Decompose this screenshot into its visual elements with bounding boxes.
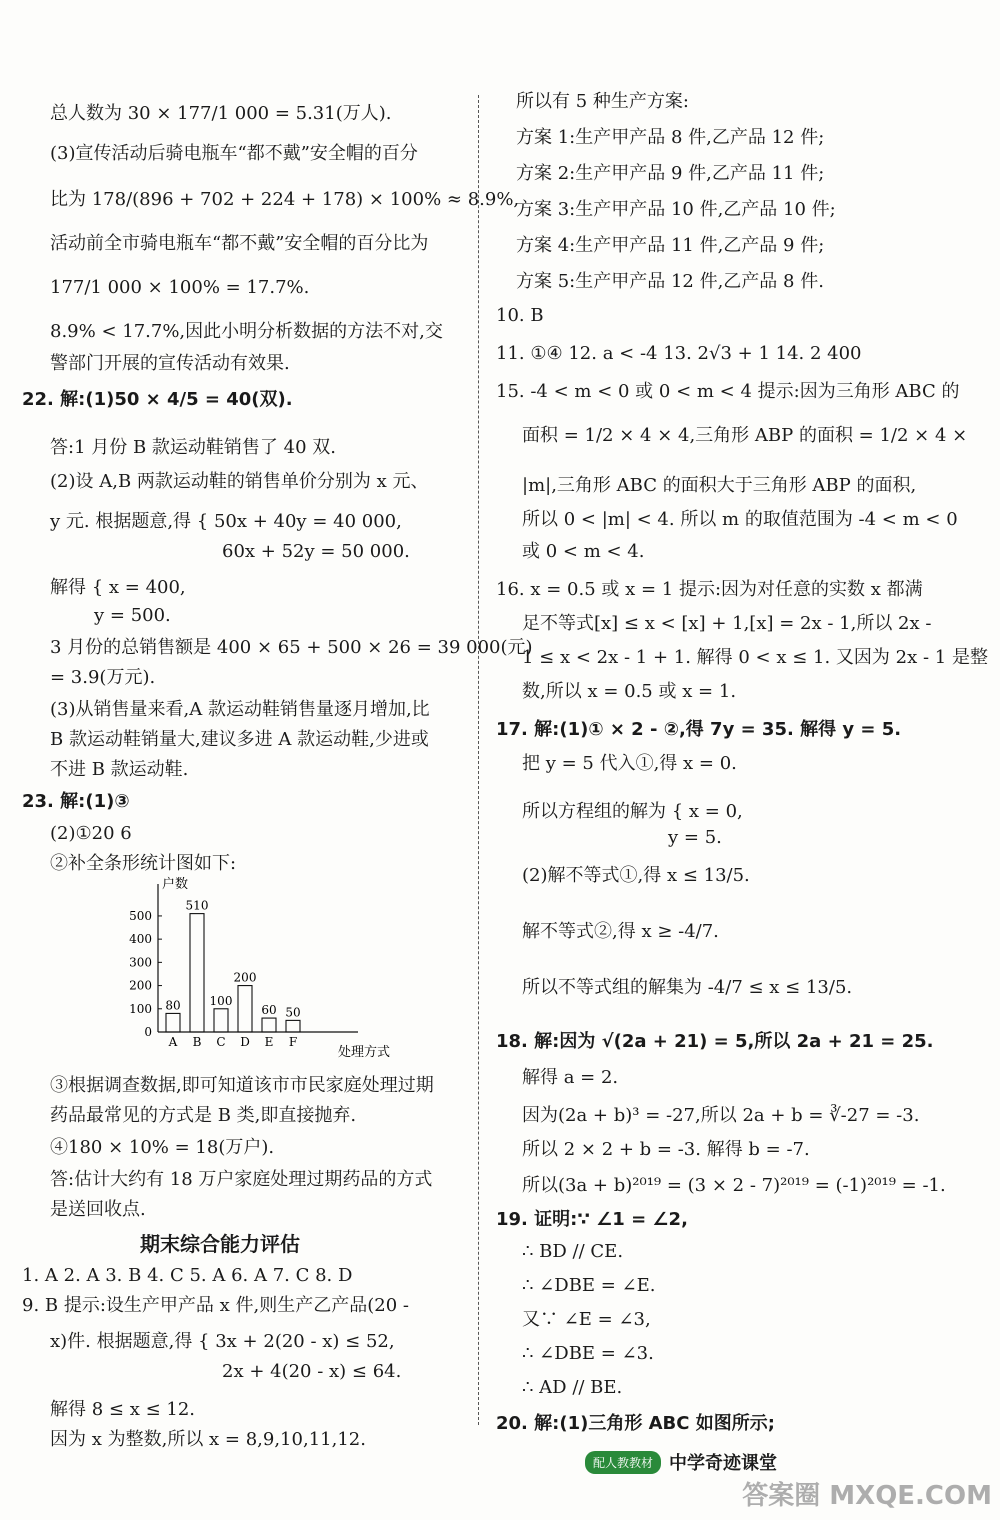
text-line: 所以(3a + b)²⁰¹⁹ = (3 × 2 - 7)²⁰¹⁹ = (-1)²⁰¹⁹ = -1. (522, 1175, 946, 1196)
column-divider (478, 95, 479, 1425)
x-tick-label: F (288, 1035, 298, 1049)
footer-badge: 配人教教材 (585, 1451, 661, 1474)
watermark: 答案圈 MXQE.COM (742, 1481, 992, 1511)
text-line: 177/1 000 × 100% = 17.7%. (50, 277, 310, 298)
text-line: 16. x = 0.5 或 x = 1 提示:因为对任意的实数 x 都满 (496, 579, 923, 600)
text-line: (2)①20 6 (50, 823, 132, 844)
data-label: 60 (261, 1003, 277, 1018)
text-line: 面积 = 1/2 × 4 × 4,三角形 ABP 的面积 = 1/2 × 4 × (522, 425, 968, 446)
text-line: 答:1 月份 B 款运动鞋销售了 40 双. (50, 437, 336, 458)
text-line: = 3.9(万元). (50, 667, 156, 688)
bar (262, 1018, 276, 1032)
text-line: 总人数为 30 × 177/1 000 = 5.31(万人). (50, 103, 392, 124)
text-line: (3)宣传活动后骑电瓶车“都不戴”安全帽的百分 (50, 143, 418, 164)
y-tick-label: 500 (129, 908, 152, 923)
y-tick-label: 300 (129, 955, 152, 970)
bar (238, 986, 252, 1032)
text-line: 或 0 < m < 4. (522, 541, 645, 562)
text-line: (2)设 A,B 两款运动鞋的销售单价分别为 x 元、 (50, 471, 429, 492)
text-line: y = 5. (668, 827, 722, 848)
footer-brand: 中学奇迹课堂 (669, 1453, 778, 1474)
text-line: ④180 × 10% = 18(万户). (50, 1137, 275, 1158)
data-label: 80 (165, 998, 181, 1013)
x-tick-label: B (192, 1035, 202, 1049)
x-tick-label: C (216, 1035, 226, 1049)
text-line: 是送回收点. (50, 1199, 146, 1220)
text-line: ∴ BD // CE. (522, 1241, 624, 1262)
text-line: 1. A 2. A 3. B 4. C 5. A 6. A 7. C 8. D (22, 1265, 353, 1286)
x-tick-label: A (168, 1035, 178, 1049)
text-line: 8.9% < 17.7%,因此小明分析数据的方法不对,交 (50, 321, 443, 342)
text-line: 所以方程组的解为 { x = 0, (522, 801, 743, 822)
text-line: y 元. 根据题意,得 { 50x + 40y = 40 000, (50, 511, 402, 532)
data-label: 50 (285, 1005, 301, 1020)
y-tick-label: 100 (129, 1001, 152, 1016)
text-line: 所以有 5 种生产方案: (516, 91, 689, 112)
text-line: ③根据调查数据,即可知道该市市民家庭处理过期 (50, 1075, 434, 1096)
text-line: 方案 1:生产甲产品 8 件,乙产品 12 件; (516, 127, 825, 148)
text-line: (3)从销售量来看,A 款运动鞋销售量逐月增加,比 (50, 699, 430, 720)
x-tick-label: D (240, 1035, 250, 1049)
section-heading: 期末综合能力评估 (140, 1232, 300, 1256)
text-line: 解不等式②,得 x ≥ -4/7. (522, 921, 719, 942)
text-line: x)件. 根据题意,得 { 3x + 2(20 - x) ≤ 52, (50, 1331, 395, 1352)
text-line: 解得 8 ≤ x ≤ 12. (50, 1399, 196, 1420)
text-line: 答:估计大约有 18 万户家庭处理过期药品的方式 (50, 1169, 433, 1190)
data-label: 100 (209, 993, 233, 1008)
y-tick-label: 200 (129, 978, 152, 993)
text-line: 把 y = 5 代入①,得 x = 0. (522, 753, 737, 774)
text-line: 又∵ ∠E = ∠3, (522, 1309, 651, 1330)
text-line: 22. 解:(1)50 × 4/5 = 40(双). (22, 389, 293, 410)
text-line: 3 月份的总销售额是 400 × 65 + 500 × 26 = 39 000(元) (50, 637, 533, 658)
text-line: 足不等式[x] ≤ x < [x] + 1,[x] = 2x - 1,所以 2x - (522, 613, 932, 634)
text-line: 解得 a = 2. (522, 1067, 619, 1088)
text-line: y = 500. (94, 605, 171, 626)
text-line: 方案 3:生产甲产品 10 件,乙产品 10 件; (516, 199, 836, 220)
text-line: 药品最常见的方式是 B 类,即直接抛弃. (50, 1105, 357, 1126)
x-axis-label: 处理方式 (338, 1045, 391, 1060)
bar (190, 914, 204, 1032)
data-label: 200 (233, 970, 257, 985)
data-label: 510 (185, 898, 209, 913)
y-axis-label: 户数 (162, 877, 189, 892)
text-line: 9. B 提示:设生产甲产品 x 件,则生产乙产品(20 - (22, 1295, 409, 1316)
text-line: 15. -4 < m < 0 或 0 < m < 4 提示:因为三角形 ABC 的 (496, 381, 960, 402)
text-line: 数,所以 x = 0.5 或 x = 1. (522, 681, 737, 702)
text-line: ∴ ∠DBE = ∠E. (522, 1275, 656, 1296)
text-line: 19. 证明:∵ ∠1 = ∠2, (496, 1209, 688, 1230)
text-line: B 款运动鞋销量大,建议多进 A 款运动鞋,少进或 (50, 729, 429, 750)
text-line: 因为 x 为整数,所以 x = 8,9,10,11,12. (50, 1429, 366, 1450)
text-line: 所以不等式组的解集为 -4/7 ≤ x ≤ 13/5. (522, 977, 853, 998)
text-line: 方案 2:生产甲产品 9 件,乙产品 11 件; (516, 163, 825, 184)
text-line: 所以 2 × 2 + b = -3. 解得 b = -7. (522, 1139, 810, 1160)
text-line: 1 ≤ x < 2x - 1 + 1. 解得 0 < x ≤ 1. 又因为 2x - 1 是整 (522, 647, 988, 668)
y-tick-label: 0 (144, 1025, 152, 1039)
text-line: 20. 解:(1)三角形 ABC 如图所示; (496, 1413, 775, 1434)
text-line: 2x + 4(20 - x) ≤ 64. (222, 1361, 402, 1382)
text-line: 60x + 52y = 50 000. (222, 541, 410, 562)
text-line: 方案 5:生产甲产品 12 件,乙产品 8 件. (516, 271, 824, 292)
text-line: |m|,三角形 ABC 的面积大于三角形 ABP 的面积, (522, 475, 917, 496)
text-line: (2)解不等式①,得 x ≤ 13/5. (522, 865, 750, 886)
text-line: ∴ ∠DBE = ∠3. (522, 1343, 654, 1364)
bar (286, 1020, 300, 1032)
text-line: 11. ①④ 12. a < -4 13. 2√3 + 1 14. 2 400 (496, 343, 862, 364)
text-line: 比为 178/(896 + 702 + 224 + 178) × 100% ≈ 8.9%, (50, 189, 520, 210)
text-line: 方案 4:生产甲产品 11 件,乙产品 9 件; (516, 235, 825, 256)
bar-chart (110, 872, 391, 1062)
text-line: 不进 B 款运动鞋. (50, 759, 189, 780)
text-line: 解得 { x = 400, (50, 577, 186, 598)
text-line: 23. 解:(1)③ (22, 791, 130, 812)
footer (585, 1448, 777, 1476)
text-line: ∴ AD // BE. (522, 1377, 623, 1398)
text-line: 所以 0 < |m| < 4. 所以 m 的取值范围为 -4 < m < 0 (522, 509, 958, 530)
text-line: 17. 解:(1)① × 2 - ②,得 7y = 35. 解得 y = 5. (496, 719, 902, 740)
text-line: 因为(2a + b)³ = -27,所以 2a + b = ∛-27 = -3. (522, 1105, 920, 1126)
text-line: 活动前全市骑电瓶车“都不戴”安全帽的百分比为 (50, 233, 429, 254)
text-line: 警部门开展的宣传活动有效果. (50, 353, 290, 374)
bar (166, 1013, 180, 1032)
x-tick-label: E (264, 1035, 274, 1049)
text-line: ②补全条形统计图如下: (50, 853, 237, 874)
text-line: 10. B (496, 305, 544, 326)
text-line: 18. 解:因为 √(2a + 21) = 5,所以 2a + 21 = 25. (496, 1031, 934, 1052)
y-tick-label: 400 (129, 932, 152, 947)
bar (214, 1009, 228, 1032)
